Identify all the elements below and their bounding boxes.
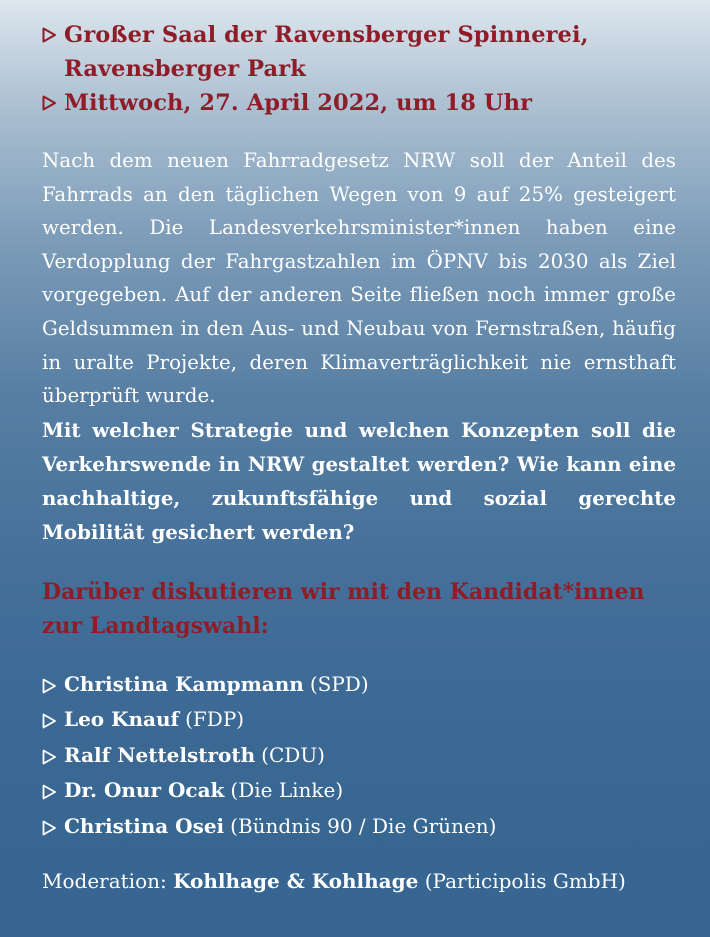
venue-line1: Großer Saal der Ravensberger Spinnerei, [64,22,589,48]
triangle-right-icon [42,86,64,120]
list-item [42,702,676,738]
list-item [42,809,676,845]
discussion-heading: Darüber diskutieren wir mit den Kandidat*innen zur Landtagswahl: [42,578,645,639]
triangle-right-icon [42,667,64,701]
intro-paragraph: Nach dem neuen Fahrradgesetz NRW soll der Anteil des Fahrrads an den täglichen Wegen von 9 auf 25% gesteigert werden. Die Landesverkehrsminister*innen haben eine Verdopplung der Fahrgastzahlen im ÖPNV bis 2030 als Ziel vorgegeben. Auf der anderen Seite fließen noch immer große Geldsummen in den Aus- und Neubau von Fernstraßen, häufig in uralte Projekte, deren Klimaverträglichkeit nie ernsthaft überprüft wurde. [42,149,676,408]
candidate-list [42,667,676,845]
candidate-name: Ralf Nettelstroth [64,742,256,767]
list-item [42,738,676,774]
candidate-party: (Die Linke) [230,778,344,803]
date-item [42,86,676,120]
question-paragraph: Mit welcher Strategie und welchen Konzepten soll die Verkehrswende in NRW gestaltet werden? Wie kann eine nachhaltige, zukunftsfähige und sozial gerechte Mobilität gesichert werden? [42,417,676,544]
venue-item [42,18,676,86]
event-flyer [42,18,676,898]
triangle-right-icon [42,738,64,772]
moderation-org: (Participolis GmbH) [424,869,626,894]
moderation-label: Moderation: [42,869,167,894]
moderation-line [42,864,676,898]
triangle-right-icon [42,702,64,736]
list-item [42,773,676,809]
triangle-right-icon [42,773,64,807]
date-text: Mittwoch, 27. April 2022, um 18 Uhr [64,90,533,116]
list-item [42,667,676,703]
candidate-party: (CDU) [261,742,325,767]
candidate-party: (Bündnis 90 / Die Grünen) [230,813,497,838]
candidate-name: Christina Kampmann [64,671,304,696]
triangle-right-icon [42,18,64,52]
candidate-name: Leo Knauf [64,707,180,732]
venue-text [64,18,676,86]
candidate-party: (SPD) [309,671,369,696]
moderation-name: Kohlhage & Kohlhage [173,869,419,894]
triangle-right-icon [42,809,64,843]
venue-line2: Ravensberger Park [64,56,306,82]
candidate-name: Dr. Onur Ocak [64,778,225,803]
candidate-name: Christina Osei [64,813,225,838]
candidate-party: (FDP) [185,707,245,732]
